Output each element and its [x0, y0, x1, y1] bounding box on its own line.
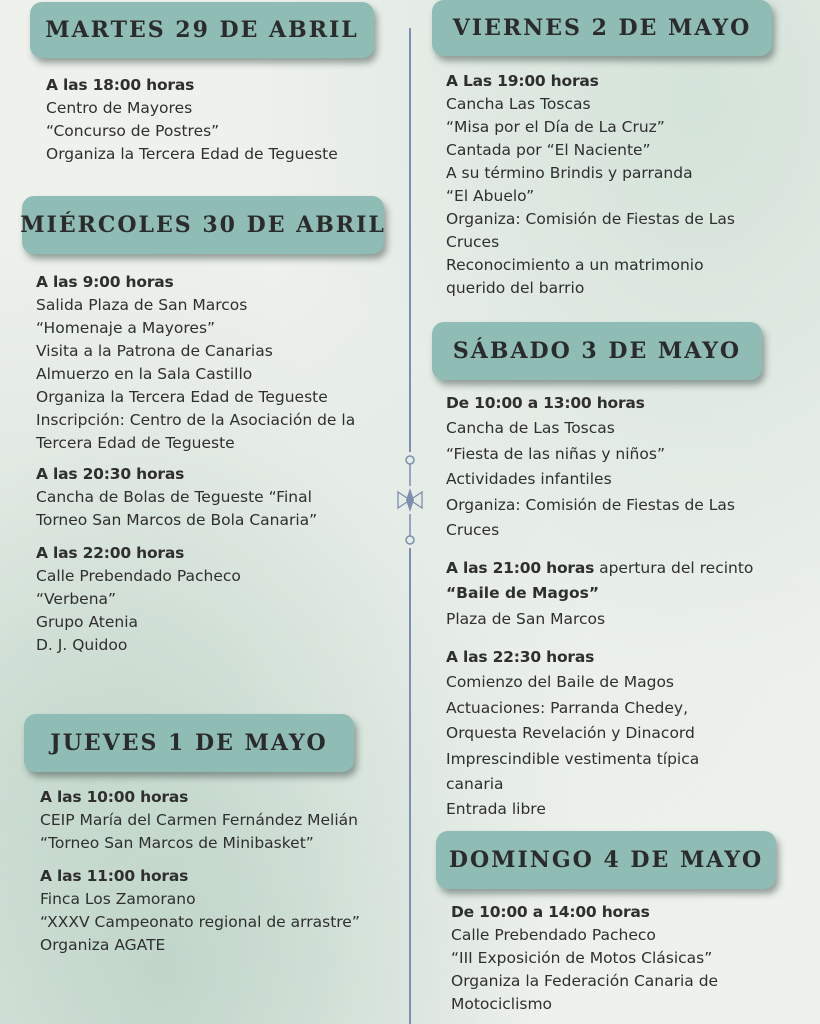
event-line: Organiza: Comisión de Fiestas de Las [446, 210, 735, 228]
day-banner-miercoles [22, 196, 384, 254]
event-line: Grupo Atenia [36, 613, 139, 631]
day-banner-viernes [432, 0, 772, 56]
column-divider-top [409, 28, 411, 452]
event-line: “XXXV Campeonato regional de arrastre” [40, 913, 360, 931]
event-line: “Misa por el Día de La Cruz” [446, 118, 665, 136]
event-line: Visita a la Patrona de Canarias [36, 342, 273, 360]
event-line: Entrada libre [446, 800, 546, 819]
event-line: “Torneo San Marcos de Minibasket” [40, 834, 314, 852]
event-block [446, 645, 699, 823]
event-line: Calle Prebendado Pacheco [451, 926, 656, 944]
event-time: A Las 19:00 horas [446, 72, 599, 90]
event-block [446, 391, 735, 543]
event-line: “III Exposición de Motos Clásicas” [451, 949, 713, 967]
event-line: Organiza la Federación Canaria de [451, 972, 719, 990]
event-line: D. J. Quidoo [36, 636, 128, 654]
event-line: “Homenaje a Mayores” [36, 319, 216, 337]
day-title: SÁBADO 3 DE MAYO [452, 338, 742, 364]
day-banner-sabado [432, 322, 762, 380]
column-divider-bottom [409, 548, 411, 1024]
event-block [46, 74, 338, 166]
event-line: Actividades infantiles [446, 470, 612, 489]
event-line: Comienzo del Baile de Magos [446, 673, 675, 692]
event-time: A las 10:00 horas [40, 788, 189, 806]
event-time: A las 20:30 horas [36, 465, 185, 483]
event-line: Cancha de Bolas de Tegueste “Final [36, 488, 312, 506]
event-block [40, 786, 358, 855]
event-line: CEIP María del Carmen Fernández Melián [40, 811, 358, 829]
day-banner-jueves [24, 714, 354, 772]
event-line: Organiza la Tercera Edad de Tegueste [36, 388, 328, 406]
event-line: Cruces [446, 233, 500, 251]
event-line: Orquesta Revelación y Dinacord [446, 724, 695, 743]
event-time: A las 22:30 horas [446, 648, 595, 666]
event-line: querido del barrio [446, 279, 585, 297]
event-time: A las 11:00 horas [40, 867, 189, 885]
event-line: Almuerzo en la Sala Castillo [36, 365, 253, 383]
event-time-suffix: apertura del recinto [594, 559, 754, 577]
event-line: A su término Brindis y parranda [446, 164, 693, 182]
event-line: Organiza AGATE [40, 936, 166, 954]
event-line: Cruces [446, 521, 500, 540]
event-block [446, 70, 735, 300]
event-line: Actuaciones: Parranda Chedey, [446, 698, 689, 717]
event-block [36, 271, 355, 455]
event-line: “Fiesta de las niñas y niños” [446, 444, 665, 463]
event-line: Torneo San Marcos de Bola Canaria” [36, 511, 318, 529]
event-line: Calle Prebendado Pacheco [36, 567, 241, 585]
event-block [446, 556, 753, 632]
event-time: A las 9:00 horas [36, 273, 174, 291]
day-title: VIERNES 2 DE MAYO [452, 15, 752, 41]
event-highlight: “Baile de Magos” [446, 584, 600, 603]
event-line: Plaza de San Marcos [446, 609, 606, 628]
event-block [36, 463, 317, 532]
event-time: A las 18:00 horas [46, 76, 195, 94]
event-time: De 10:00 a 13:00 horas [446, 394, 645, 412]
event-line: Finca Los Zamorano [40, 890, 196, 908]
event-line: Reconocimiento a un matrimonio [446, 256, 704, 274]
event-line: canaria [446, 775, 504, 794]
event-block [36, 542, 241, 657]
day-title: MIÉRCOLES 30 DE ABRIL [20, 212, 386, 238]
day-banner-martes [30, 2, 374, 58]
event-line: Motociclismo [451, 995, 553, 1013]
event-time: De 10:00 a 14:00 horas [451, 903, 650, 921]
day-banner-domingo [436, 831, 776, 889]
event-line: “Concurso de Postres” [46, 122, 220, 140]
day-title: JUEVES 1 DE MAYO [50, 730, 328, 756]
event-line: Imprescindible vestimenta típica [446, 749, 700, 768]
event-line: “El Abuelo” [446, 187, 535, 205]
event-line: Cancha Las Toscas [446, 95, 591, 113]
event-line: “Verbena” [36, 590, 117, 608]
day-title: MARTES 29 DE ABRIL [45, 17, 359, 43]
event-line: Tercera Edad de Tegueste [36, 434, 235, 452]
event-block [40, 865, 360, 957]
event-line: Organiza la Tercera Edad de Tegueste [46, 145, 338, 163]
event-line: Cancha de Las Toscas [446, 419, 615, 438]
event-line: Cantada por “El Naciente” [446, 141, 651, 159]
day-title: DOMINGO 4 DE MAYO [448, 847, 764, 873]
event-time: A las 21:00 horas [446, 559, 595, 577]
event-block [451, 901, 718, 1016]
ornament-icon [396, 452, 424, 548]
event-line: Salida Plaza de San Marcos [36, 296, 248, 314]
event-time: A las 22:00 horas [36, 544, 185, 562]
event-line: Centro de Mayores [46, 99, 193, 117]
event-line: Inscripción: Centro de la Asociación de la [36, 411, 356, 429]
event-time-line [446, 556, 753, 581]
event-line: Organiza: Comisión de Fiestas de Las [446, 495, 735, 514]
